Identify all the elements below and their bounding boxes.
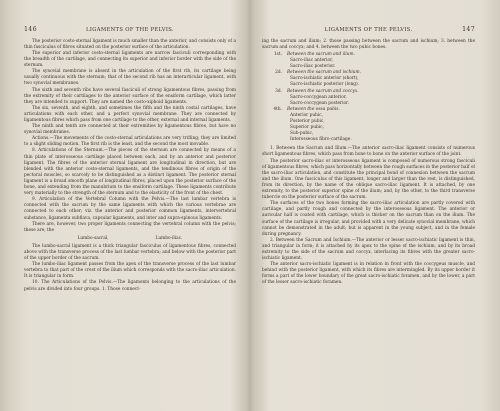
paragraph: The anterior sacro-ischiatic ligament is in relation in front with the coccygeus muscle, and behind with the posterior ligament, with which its fibres are intermingled. By its upper border it forms a part of the lower boundary of the great sacro-ischiatic foramen, and by the lower, a part of the lesser sacro-ischiatic foramen. — [262, 262, 475, 286]
left-body-b — [24, 244, 236, 293]
pair-item: Lumbo-iliac. — [155, 235, 183, 241]
group-item: Sub-pubic, — [290, 131, 314, 137]
group-item: Interosseous fibro-cartilage. — [290, 137, 352, 143]
paragraph: The lumbo-iliac ligament passes from the apex of the transverse process of the last lumbar vertebra to that part of the crest of the ilium which corresponds with the sacro-iliac articulation. It is triangular in form. — [24, 262, 236, 280]
group-item: Posterior pubic, — [290, 119, 325, 125]
paragraph: The synovial membrane is absent in the articulation of the first rib, its cartilage being usually continuous with the sternum; that of the second rib has an interarticular ligament, with two synovial membranes. — [24, 69, 236, 87]
left-running-head: LIGAMENTS OF THE PELVIS. — [86, 27, 174, 33]
right-intro: ing the sacrum and ilium; 2. those passing between the sacrum and ischium; 3. between the sacrum and coccyx; and 4. between the two pubic bones. — [262, 38, 475, 50]
paragraph: The lumbo-sacral ligament is a thick triangular fasciculus of ligamentous fibres, connected above with the transverse process of the last lumbar vertebra; and below with the posterior part of the upper border of the sacrum. — [24, 243, 236, 262]
group-title: Between the sacrum and ilium. — [287, 51, 355, 57]
group-item: Sacro-iliac posterior. — [290, 64, 336, 70]
group-item: Sacro-coccygean posterior. — [290, 100, 350, 106]
left-page-header — [24, 26, 236, 35]
right-page-number: 147 — [462, 26, 475, 33]
left-page-number: 146 — [24, 26, 37, 33]
group-number: 4th. — [273, 106, 282, 112]
group-item: Sacro-iliac anterior, — [290, 58, 334, 64]
group-item: Sacro-ischiatic posterior (long). — [290, 82, 360, 88]
group-number: 3d. — [275, 88, 282, 94]
left-body-a — [24, 39, 236, 234]
ligament-pair — [24, 236, 236, 242]
group-item: Superior pubic, — [290, 125, 324, 131]
right-page — [262, 26, 475, 401]
group-number: 1st. — [273, 51, 282, 57]
right-page-header — [262, 26, 475, 35]
paragraph: 8. Articulations of the Sternum.—The pieces of the sternum are connected by means of a thin plate of interosseous cartilage placed between each, and by an anterior and posterior ligament. The fibres of the anterior sternal ligament are longitudinal in direction, but are blended with the anterior costo-sternal ligaments, and the tendinous fibres of origin of the pectoral muscles, so scarcely to be distinguished as a distinct ligament. The posterior sternal ligament is a broad smooth plane of longitudinal fibres, placed upon the posterior surface of the bone, and extending from the manubrium to the ensiform cartilage. These ligaments contribute very materially to the strength of the sternum and to the elasticity of the front of the chest. — [24, 148, 236, 197]
paragraph: 10. The Articulations of the Pelvis.—The ligaments belonging to the articulations of the pelvis are divided into four groups. 1. Those connect- — [24, 280, 236, 292]
paragraph: The sixth and seventh ribs have several fasciculi of strong ligamentous fibres, passing from the extremity of their cartilages to the anterior surface of the ensiform cartilage, which latter they are intended to support. They are named the costo-xiphoid ligaments. — [24, 87, 236, 105]
group-item: Anterior pubic, — [290, 112, 323, 118]
group-title: Between the sacrum and coccyx. — [287, 88, 359, 94]
paragraph: The posterior costo-sternal ligament is much smaller than the anterior, and consists only of a thin fasciculus of fibres situated on the posterior surface of the articulation. — [24, 38, 236, 50]
group-title: Between the ossa pubis. — [287, 106, 340, 112]
paragraph: The superior and inferior costo-sternal ligaments are narrow fasciculi corresponding with the breadth of the cartilage, and connecting its superior and inferior border with the side of the sternum. — [24, 50, 236, 69]
paragraph: Actions.—The movements of the costo-sternal articulations are very trifling; they are limited to a slight sliding motion. The first rib is the least, and the second the most movable. — [24, 136, 236, 148]
right-running-head: LIGAMENTS OF THE PELVIS. — [324, 27, 413, 33]
ligament-groups — [262, 52, 475, 143]
paragraph: The surfaces of the two bones forming the sacro-iliac articulation are partly covered with cartilage, and partly rough and connected by the interosseous ligament. The anterior or auricular half is coated with cartilage, which is thicker on the sacrum than on the ilium. The surface of the cartilage is irregular, and provided with a very delicate synovial membrane, which cannot be demonstrated in the adult; but is apparent in the young subject, and in the female during pregnancy. — [262, 201, 475, 237]
paragraph: 2. Between the Sacrum and Ischium.—The anterior or lesser sacro-ischiatic ligament is thin, and triangular in form; it is attached by its apex to the spine of the ischium, and by its broad extremity to the side of the sacrum and coccyx, interlacing its fibres with the greater sacro-ischiatic ligament. — [262, 237, 475, 262]
paragraph: There are, however, two proper ligaments connecting the vertebral column with the pelvis; these are, the — [24, 221, 236, 233]
paragraph: The posterior sacro-iliac or interosseous ligament is composed of numerous strong fasciculi of ligamentous fibres, which pass horizontally between the rough surfaces in the posterior half of the sacro-iliac articulation, and constitute the principal bond of connexion between the sacrum and the ilium. One fasciculus of this ligament, longer and larger than the rest, is distinguished, from its direction, by the name of the oblique sacro-iliac ligament. It is attached, by one extremity, to the posterior superior spine of the ilium; and, by the other, to the third transverse tubercle on the posterior surface of the sacrum. — [262, 158, 475, 201]
right-body — [262, 146, 475, 286]
paragraph: 1. Between the Sacrum and Ilium.—The anterior sacro-iliac ligament consists of numerous short ligamentous fibres, which pass from bone to bone on the anterior surface of the joint. — [262, 146, 475, 158]
group-item: Sacro-ischiatic anterior (short), — [290, 76, 359, 82]
paragraph: The six, seventh, and eighth, and sometimes the fifth and the ninth costal cartilages, have articulations with each other, and a perfect synovial membrane. They are connected by ligamentous fibres which pass from one cartilage to the other, external and internal ligaments. — [24, 105, 236, 124]
left-page — [24, 26, 236, 401]
paragraph: 9. Articulation of the Vertebral Column with the Pelvis.—The last lumbar vertebra is connected with the sacrum by the same ligaments with which the various vertebrae are connected to each other; viz. the anterior and posterior common ligaments, intervertebral substance, ligamenta subflava, capsular ligaments, and inter and supra-spinous ligaments. — [24, 197, 236, 221]
group-item: Sacro-coccygean anterior, — [290, 94, 347, 100]
group-title: Between the sacrum and ischium. — [287, 70, 361, 76]
pair-item: Lumbo-sacral, — [77, 235, 109, 241]
group-number: 2d. — [275, 70, 282, 76]
paragraph: The ninth and tenth are connected at their extremities by ligamentous fibres, but have no synovial membranes. — [24, 124, 236, 136]
